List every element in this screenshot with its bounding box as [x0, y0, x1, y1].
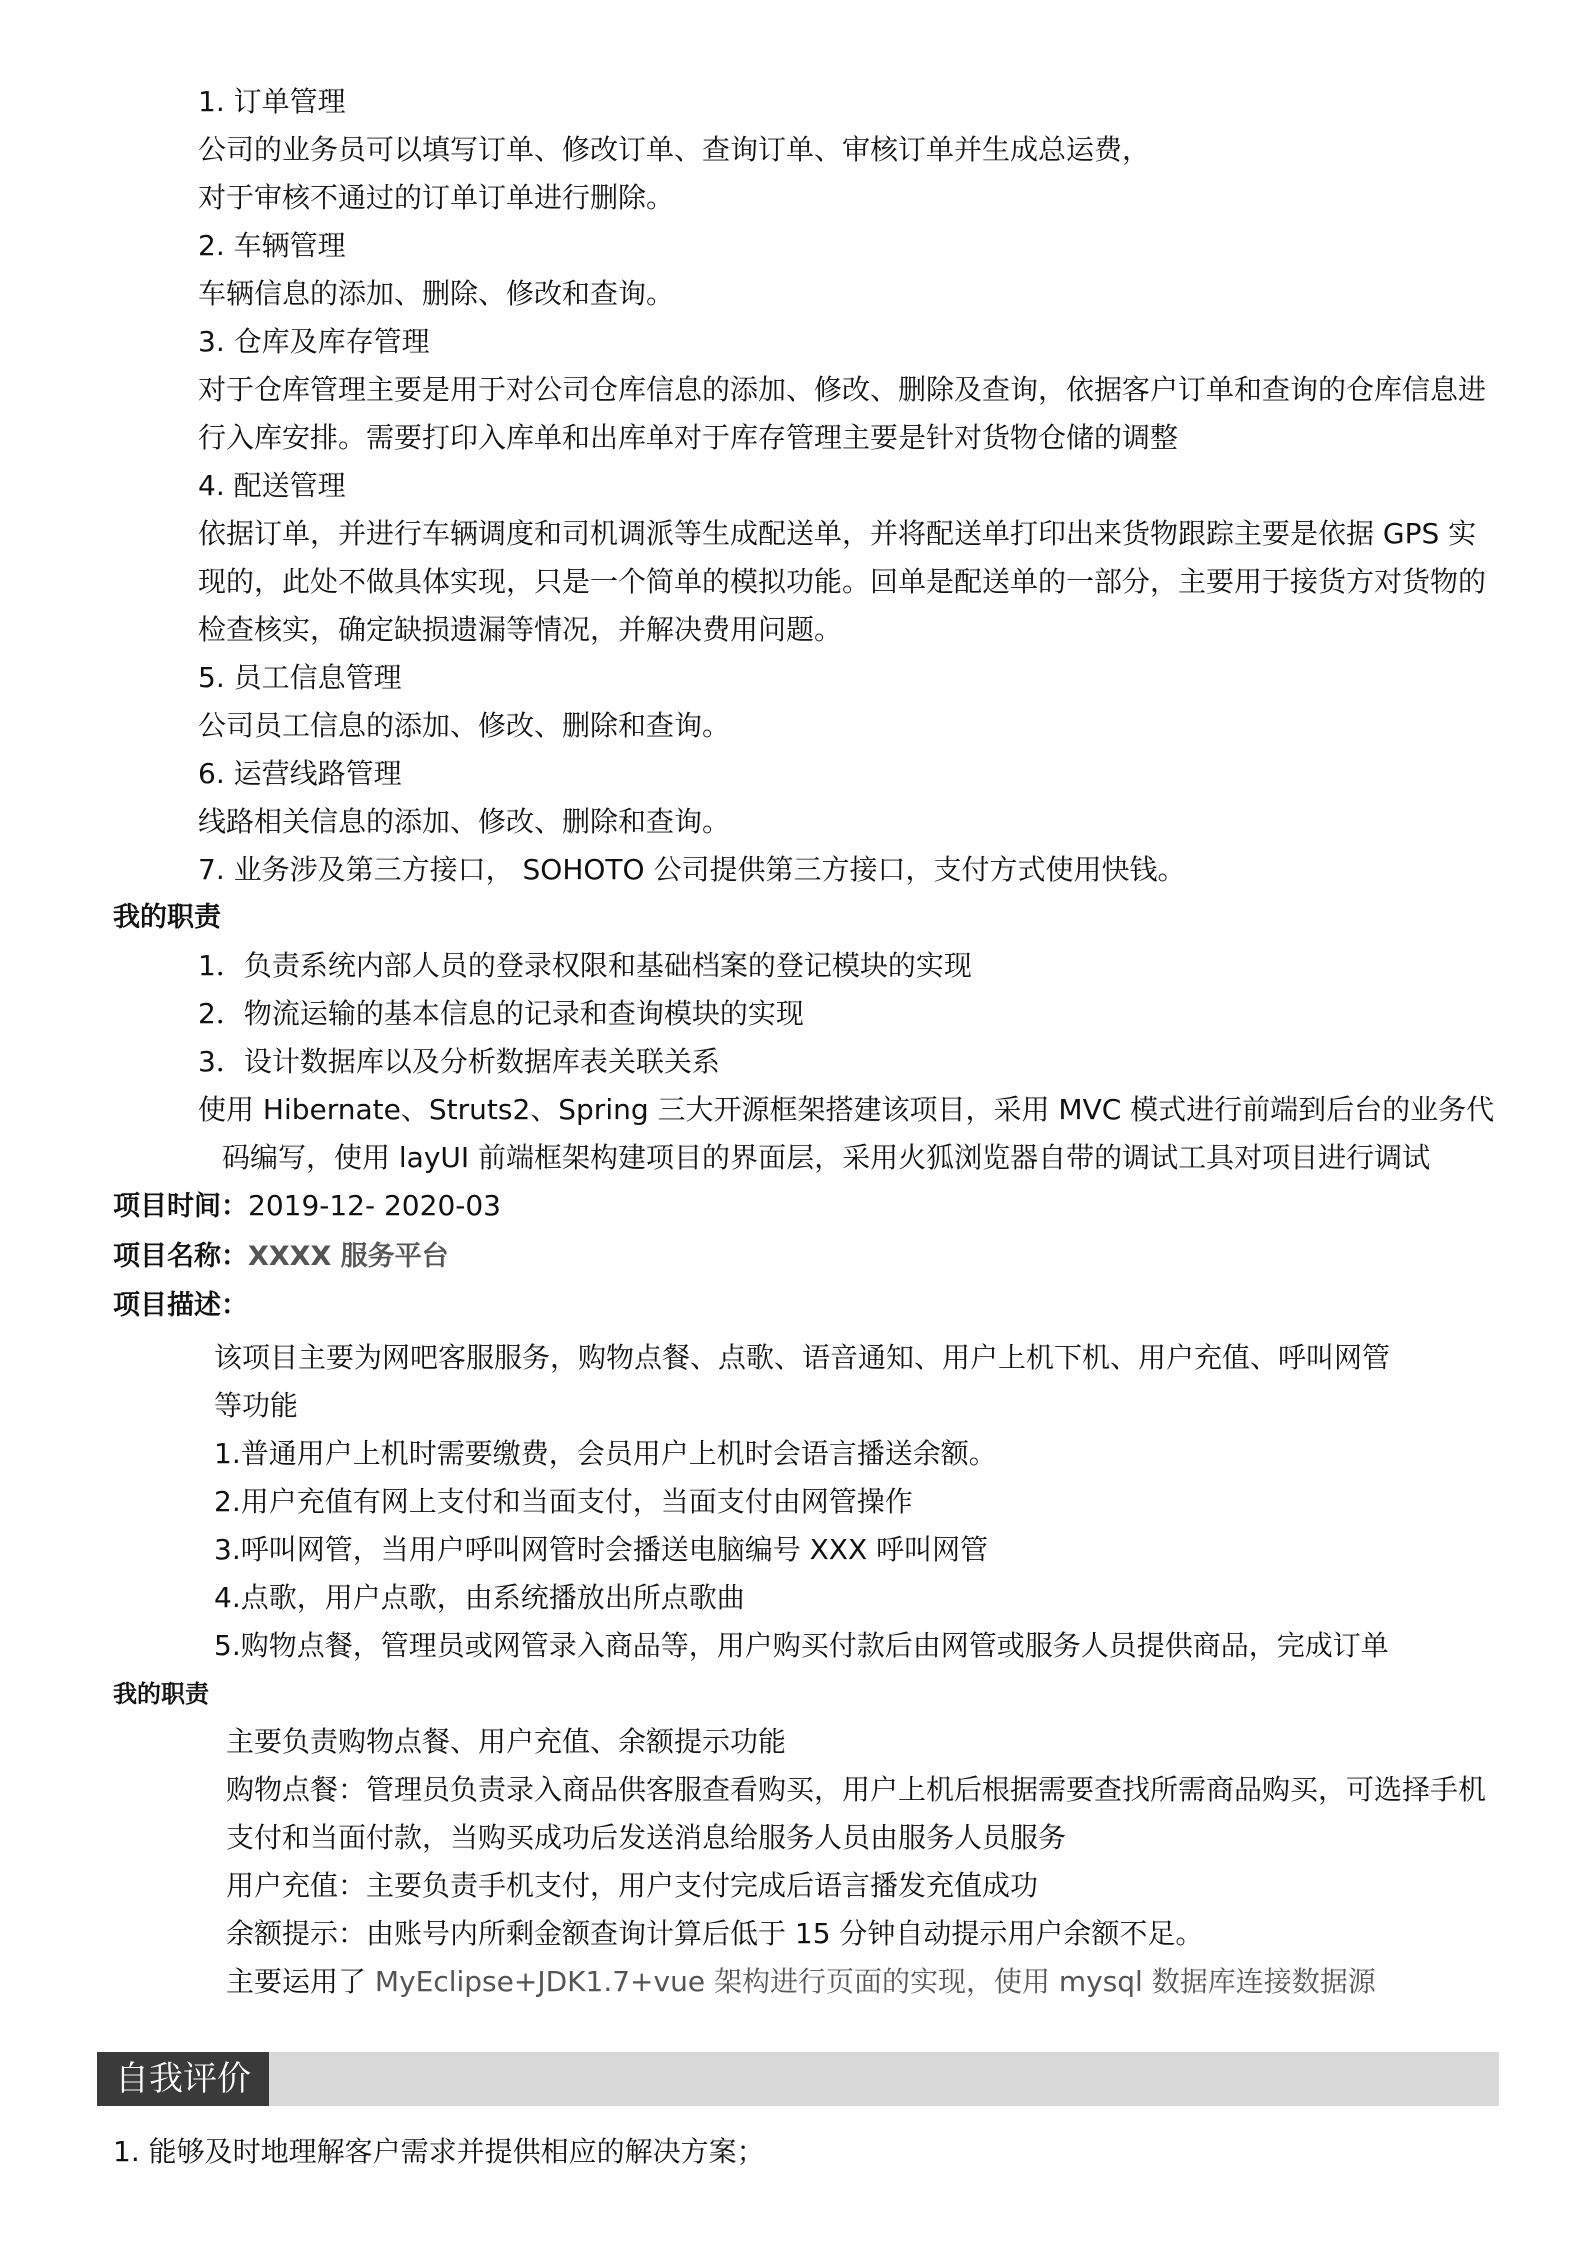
module-desc: 公司员工信息的添加、修改、删除和查询。	[198, 709, 731, 742]
tech-text	[226, 1962, 1376, 2002]
module-desc: 线路相关信息的添加、修改、删除和查询。	[198, 805, 731, 838]
duty-item: 1．负责系统内部人员的登录权限和基础档案的登记模块的实现	[198, 949, 972, 982]
module-desc: 依据订单，并进行车辆调度和司机调派等生成配送单，并将配送单打印出来货物跟踪主要是依据 GPS 实	[198, 517, 1477, 550]
project-desc-line: 1.普通用户上机时需要缴费，会员用户上机时会语言播送余额。	[214, 1437, 997, 1470]
duty-item: 2．物流运输的基本信息的记录和查询模块的实现	[198, 997, 804, 1030]
module-title: 2. 车辆管理	[198, 229, 346, 262]
project-time-label: 项目时间：	[113, 1191, 248, 1222]
module-title: 6. 运营线路管理	[198, 757, 402, 790]
tech-prefix: 主要运用了	[226, 1965, 375, 1998]
section-header-bar	[97, 2052, 1499, 2106]
project-desc-line: 5.购物点餐，管理员或网管录入商品等，用户购买付款后由网管或服务人员提供商品，完成订单	[214, 1629, 1389, 1662]
module-desc: 对于仓库管理主要是用于对公司仓库信息的添加、修改、删除及查询，依据客户订单和查询的仓库信息进	[198, 373, 1487, 406]
module-desc: 现的，此处不做具体实现，只是一个简单的模拟功能。回单是配送单的一部分，主要用于接货方对货物的	[198, 565, 1487, 598]
module-title: 4. 配送管理	[198, 469, 346, 502]
module-title: 3. 仓库及库存管理	[198, 325, 430, 358]
project-desc-line: 4.点歌，用户点歌，由系统播放出所点歌曲	[214, 1581, 745, 1614]
module-desc: 公司的业务员可以填写订单、修改订单、查询订单、审核订单并生成总运费，	[198, 133, 1151, 166]
module-desc: 车辆信息的添加、删除、修改和查询。	[198, 277, 675, 310]
duty-item: 购物点餐：管理员负责录入商品供客服查看购买，用户上机后根据需要查找所需商品购买，可选择手机	[226, 1773, 1487, 1806]
project-desc-label: 项目描述：	[113, 1290, 248, 1321]
duty-item: 3．设计数据库以及分析数据库表关联关系	[198, 1045, 720, 1078]
module-title: 7. 业务涉及第三方接口， SOHOTO 公司提供第三方接口，支付方式使用快钱。	[198, 853, 1186, 886]
project-desc-line: 2.用户充值有网上支付和当面支付，当面支付由网管操作	[214, 1485, 913, 1518]
project-time	[113, 1186, 501, 1227]
section-title-self-eval: 自我评价	[97, 2052, 269, 2106]
project-desc-line: 该项目主要为网吧客服服务，购物点餐、点歌、语音通知、用户上机下机、用户充值、呼叫网管	[214, 1341, 1391, 1374]
module-title: 1. 订单管理	[198, 85, 346, 118]
duty-heading: 我的职责	[113, 1680, 209, 1708]
project-name-label: 项目名称：	[113, 1241, 248, 1272]
duty-item: 用户充值：主要负责手机支付，用户支付完成后语言播发充值成功	[226, 1869, 1039, 1902]
self-eval-item: 1. 能够及时地理解客户需求并提供相应的解决方案；	[113, 2135, 765, 2168]
duty-item: 余额提示：由账号内所剩金额查询计算后低于 15 分钟自动提示用户余额不足。	[226, 1917, 1204, 1950]
project-desc-line: 3.呼叫网管，当用户呼叫网管时会播送电脑编号 XXX 呼叫网管	[214, 1533, 989, 1566]
project-name	[113, 1236, 449, 1277]
module-desc: 检查核实，确定缺损遗漏等情况，并解决费用问题。	[198, 613, 843, 646]
module-title: 5. 员工信息管理	[198, 661, 402, 694]
tech-text: 码编写，使用 layUI 前端框架构建项目的界面层，采用火狐浏览器自带的调试工具对项目进行调试	[222, 1141, 1431, 1174]
duty-item: 主要负责购物点餐、用户充值、余额提示功能	[226, 1725, 787, 1758]
tech-text: 使用 Hibernate、Struts2、Spring 三大开源框架搭建该项目，采用 MVC 模式进行前端到后台的业务代	[198, 1093, 1495, 1126]
project-name-value: XXXX 服务平台	[248, 1241, 449, 1272]
tech-detail: MyEclipse+JDK1.7+vue 架构进行页面的实现，使用 mysql 数据库连接数据源	[374, 1965, 1376, 1998]
module-desc: 行入库安排。需要打印入库单和出库单对于库存管理主要是针对货物仓储的调整	[198, 421, 1179, 454]
project-desc-line: 等功能	[214, 1389, 299, 1422]
duty-item: 支付和当面付款，当购买成功后发送消息给服务人员由服务人员服务	[226, 1821, 1067, 1854]
module-desc: 对于审核不通过的订单订单进行删除。	[198, 181, 675, 214]
duty-heading: 我的职责	[113, 902, 221, 933]
project-time-value: 2019-12- 2020-03	[248, 1189, 501, 1222]
